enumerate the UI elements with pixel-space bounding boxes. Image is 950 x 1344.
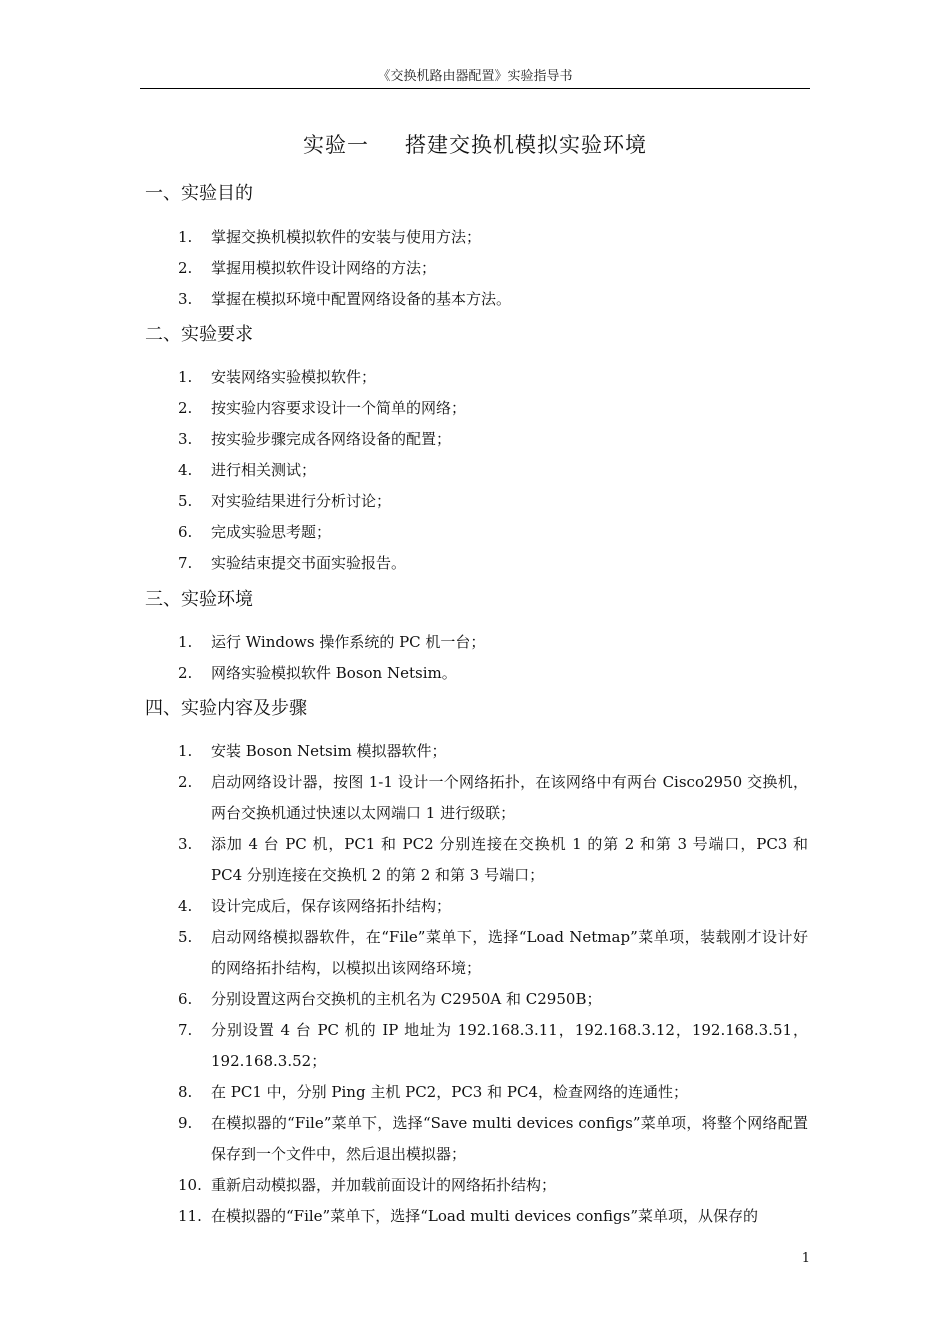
item-text: 掌握用模拟软件设计网络的方法； [211,259,437,277]
item-number: 4. [178,461,193,479]
item-text: 设计完成后，保存该网络拓扑结构； [211,897,452,915]
item-number: 11. [178,1207,202,1225]
item-text: 掌握在模拟环境中配置网络设备的基本方法。 [211,290,512,308]
item-text: 运行 Windows 操作系统的 PC 机一台； [211,633,486,651]
item-number: 3. [178,290,193,308]
item-number: 2. [178,399,193,417]
item-number: 3. [178,835,193,853]
item-number: 1. [178,228,193,246]
section-heading-steps: 四、实验内容及步骤 [145,698,307,719]
item-text: 按实验步骤完成各网络设备的配置； [211,430,452,448]
item-text: 安装 Boson Netsim 模拟器软件； [211,742,447,760]
header-rule [140,88,810,89]
item-text: 启动网络设计器，按图 1-1 设计一个网络拓扑，在该网络中有两台 Cisco2950 交换机，两台交换机通过快速以太网端口 1 进行级联； [211,773,808,822]
item-text: 分别设置这两台交换机的主机名为 C2950A 和 C2950B； [211,990,602,1008]
item-number: 6. [178,523,193,541]
section-heading-objectives: 一、实验目的 [145,183,253,204]
item-text: 分别设置 4 台 PC 机的 IP 地址为 192.168.3.11，192.168.3.12，192.168.3.51，192.168.3.52； [211,1021,808,1070]
item-number: 1. [178,742,193,760]
item-text: 进行相关测试； [211,461,317,479]
item-text: 掌握交换机模拟软件的安装与使用方法； [211,228,482,246]
item-number: 6. [178,990,193,1008]
page-title [0,130,950,160]
item-number: 1. [178,368,193,386]
item-text: 在 PC1 中，分别 Ping 主机 PC2，PC3 和 PC4，检查网络的连通性； [211,1083,688,1101]
item-number: 3. [178,430,193,448]
item-number: 7. [178,1021,193,1039]
item-number: 5. [178,492,193,510]
title-part2: 搭建交换机模拟实验环境 [405,133,647,157]
item-text: 在模拟器的“File”菜单下，选择“Load multi devices configs”菜单项，从保存的 [211,1207,759,1225]
section-heading-requirements: 二、实验要求 [145,324,253,345]
page-number: 1 [801,1251,810,1266]
item-number: 2. [178,773,193,791]
item-number: 10. [178,1176,202,1194]
item-number: 8. [178,1083,193,1101]
item-text: 按实验内容要求设计一个简单的网络； [211,399,467,417]
item-number: 1. [178,633,193,651]
item-text: 在模拟器的“File”菜单下，选择“Save multi devices configs”菜单项，将整个网络配置保存到一个文件中，然后退出模拟器； [211,1114,808,1163]
running-header: 《交换机路由器配置》实验指导书 [377,69,573,84]
item-text: 重新启动模拟器，并加载前面设计的网络拓扑结构； [211,1176,557,1194]
item-text: 网络实验模拟软件 Boson Netsim。 [211,664,457,682]
title-part1: 实验一 [303,133,369,157]
item-number: 5. [178,928,193,946]
item-text: 启动网络模拟器软件，在“File”菜单下，选择“Load Netmap”菜单项，装载刚才设计好的网络拓扑结构，以模拟出该网络环境； [211,928,808,977]
item-number: 7. [178,554,193,572]
item-text: 完成实验思考题； [211,523,332,541]
item-number: 2. [178,664,193,682]
item-text: 安装网络实验模拟软件； [211,368,377,386]
section-heading-environment: 三、实验环境 [145,589,253,610]
item-number: 9. [178,1114,193,1132]
item-text: 添加 4 台 PC 机，PC1 和 PC2 分别连接在交换机 1 的第 2 和第 3 号端口，PC3 和 PC4 分别连接在交换机 2 的第 2 和第 3 号端口； [211,835,808,884]
item-number: 4. [178,897,193,915]
item-text: 对实验结果进行分析讨论； [211,492,392,510]
item-number: 2. [178,259,193,277]
item-text: 实验结束提交书面实验报告。 [211,554,407,572]
